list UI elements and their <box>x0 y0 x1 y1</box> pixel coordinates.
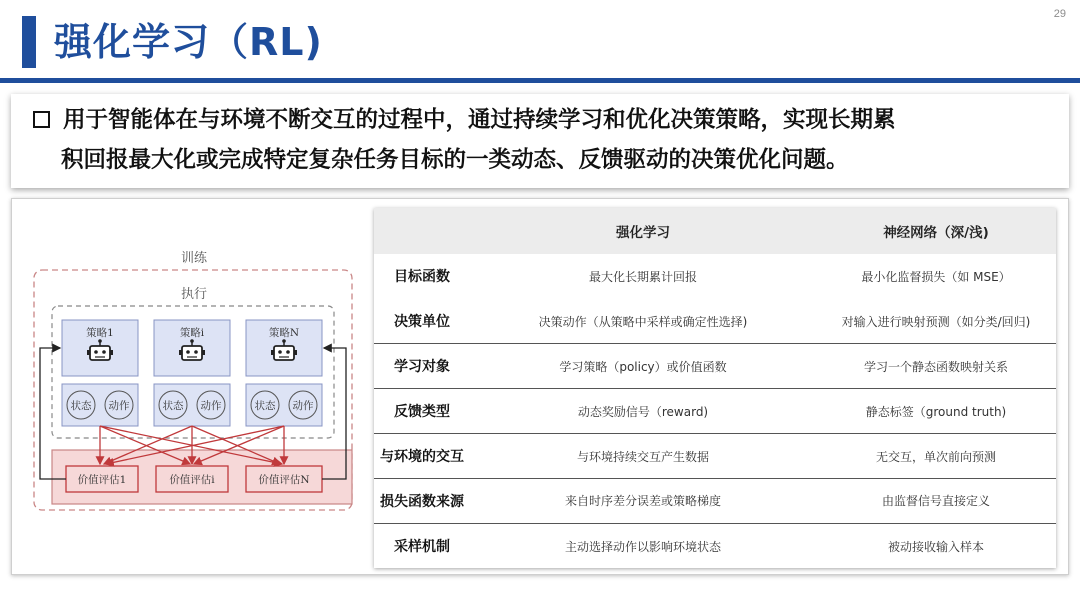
header-nn: 神经网络（深/浅) <box>816 208 1056 254</box>
nn-cell: 对输入进行映射预测（如分类/回归) <box>841 314 1031 329</box>
nn-cell: 学习一个静态函数映射关系 <box>816 344 1056 389</box>
title-divider <box>0 78 1080 83</box>
critic-label: 价值评估i <box>169 474 215 486</box>
rl-cell: 与环境持续交互产生数据 <box>470 434 816 479</box>
training-label: 训练 <box>180 251 208 266</box>
nn-cell: 最小化监督损失（如 MSE） <box>861 269 1011 284</box>
rl-cell: 来自时序差分误差或策略梯度 <box>470 478 816 523</box>
critic-label: 价值评估N <box>258 474 310 486</box>
table-row <box>374 254 1056 299</box>
table-row <box>374 299 1056 344</box>
policy-label: 策略1 <box>86 327 114 339</box>
table-row <box>374 344 1056 389</box>
row-label: 反馈类型 <box>374 389 470 434</box>
agent-1 <box>62 320 138 492</box>
state-label: 状态 <box>254 400 276 412</box>
rl-cell: 决策动作（从策略中采样或确定性选择) <box>538 314 748 329</box>
state-label: 状态 <box>70 400 92 412</box>
row-label: 与环境的交互 <box>374 434 470 479</box>
nn-cell: 由监督信号直接定义 <box>816 478 1056 523</box>
table-row <box>374 523 1056 568</box>
critic-label: 价值评估1 <box>77 474 127 486</box>
state-label: 状态 <box>162 400 184 412</box>
row-label: 损失函数来源 <box>374 478 470 523</box>
row-label: 学习对象 <box>374 344 470 389</box>
nn-cell: 无交互，单次前向预测 <box>816 434 1056 479</box>
row-label: 决策单位 <box>394 314 450 331</box>
definition-line-1: 用于智能体在与环境不断交互的过程中，通过持续学习和优化决策策略，实现长期累 <box>63 107 896 133</box>
bullet-square-icon <box>33 111 50 128</box>
policy-label: 策略N <box>268 327 300 339</box>
row-label: 采样机制 <box>374 523 470 568</box>
table-row <box>374 478 1056 523</box>
page-title: 强化学习（RL) <box>54 20 323 64</box>
header-rl: 强化学习 <box>470 208 816 254</box>
row-label: 目标函数 <box>394 269 450 286</box>
policy-label: 策略i <box>179 327 205 339</box>
table-row <box>374 434 1056 479</box>
page-number: 29 <box>1053 8 1066 20</box>
table-header-row <box>374 208 1056 254</box>
nn-cell: 静态标签（ground truth) <box>816 389 1056 434</box>
title-accent-bar <box>22 16 36 68</box>
nn-cell: 被动接收输入样本 <box>816 523 1056 568</box>
marl-diagram <box>14 232 366 522</box>
rl-cell: 学习策略（policy）或价值函数 <box>470 344 816 389</box>
rl-cell: 最大化长期累计回报 <box>588 269 697 284</box>
rl-cell: 主动选择动作以影响环境状态 <box>470 523 816 568</box>
action-label: 动作 <box>292 400 314 412</box>
comparison-table <box>374 208 1056 568</box>
action-label: 动作 <box>108 400 130 412</box>
action-label: 动作 <box>200 400 222 412</box>
rl-cell: 动态奖励信号（reward) <box>470 389 816 434</box>
header-blank <box>374 208 470 254</box>
agent-i <box>154 320 230 492</box>
definition-line-2: 积回报最大化或完成特定复杂任务目标的一类动态、反馈驱动的决策优化问题。 <box>61 147 849 173</box>
table-row <box>374 389 1056 434</box>
agent-n <box>246 320 322 492</box>
execution-label: 执行 <box>180 287 208 302</box>
definition-box <box>11 94 1069 188</box>
